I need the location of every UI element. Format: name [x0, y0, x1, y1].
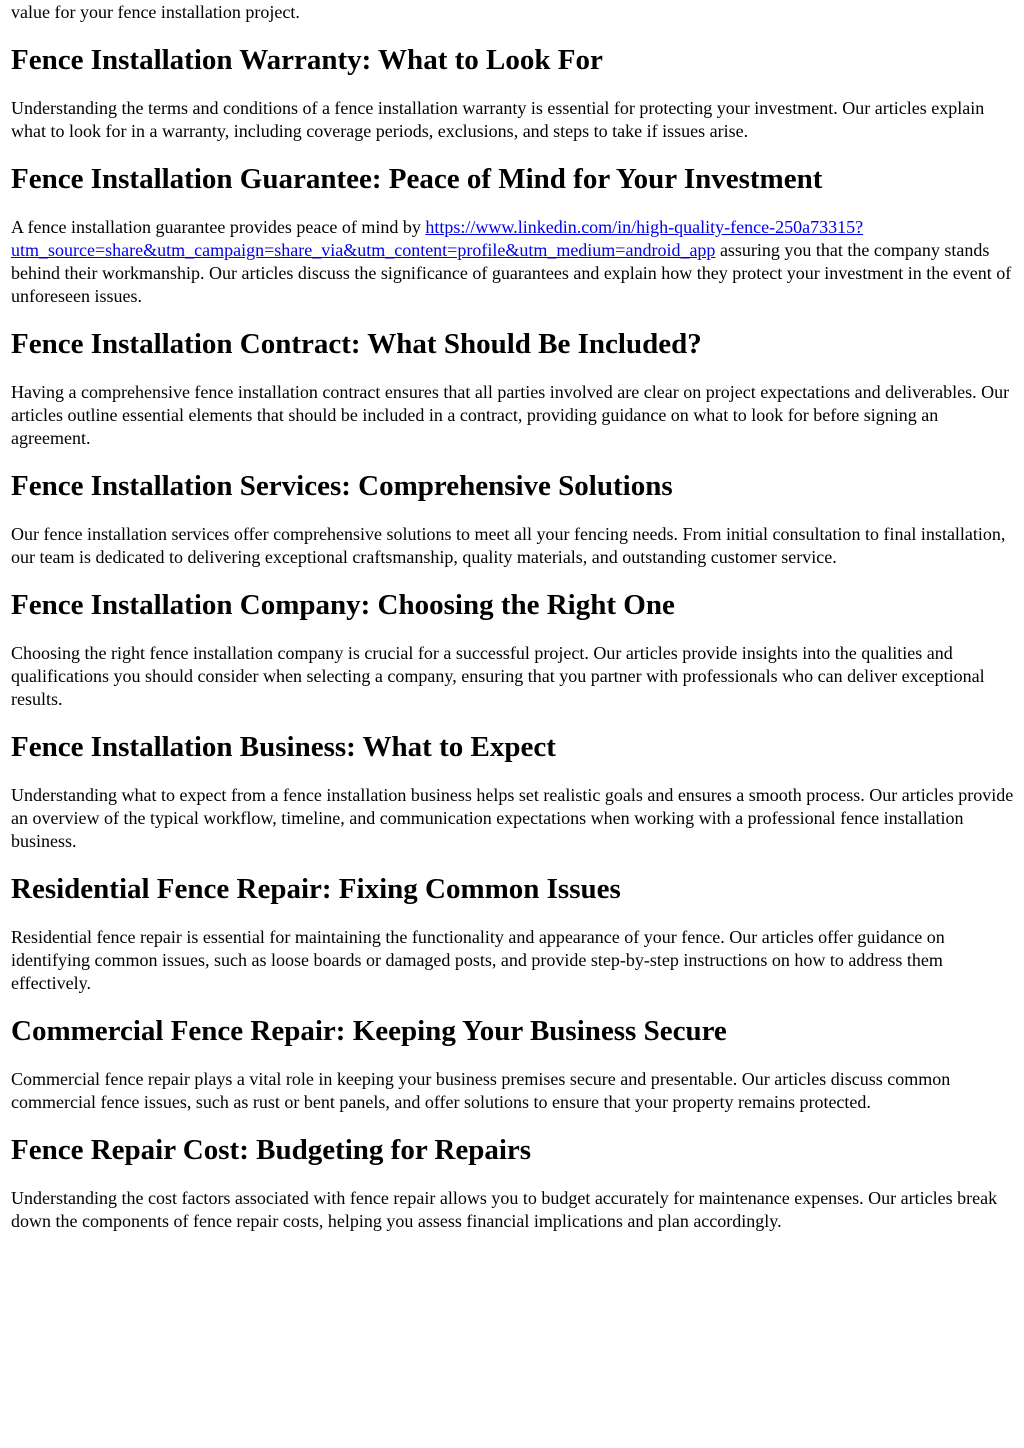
lead-paragraph: value for your fence installation project.	[11, 2, 300, 22]
section-body: Commercial fence repair plays a vital role in keeping your business premises secure and presentable. Our articles discuss common commercial fence issues, such as rust or bent panels, and offer solutions to ensure that your property remains protected.	[11, 1069, 951, 1112]
section-heading: Fence Installation Services: Comprehensive Solutions	[11, 470, 673, 502]
section-body: Our fence installation services offer comprehensive solutions to meet all your fencing needs. From initial consultation to final installation, our team is dedicated to delivering exceptional craftsmanship, quality materials, and outstanding customer service.	[11, 524, 1006, 567]
section-commercial-repair	[11, 1014, 1014, 1114]
section-warranty	[11, 43, 1014, 143]
section-heading: Fence Installation Company: Choosing the Right One	[11, 589, 675, 621]
section-services	[11, 469, 1014, 569]
link-text-line-2[interactable]: utm_source=share&utm_campaign=share_via&utm_content=profile&utm_medium=android_app	[11, 240, 716, 260]
section-body: Having a comprehensive fence installation contract ensures that all parties involved are clear on project expectations and deliverables. Our articles outline essential elements that should be included in a contract, providing guidance on what to look for before signing an agreement.	[11, 382, 1010, 448]
section-heading: Fence Installation Business: What to Expect	[11, 731, 556, 763]
section-heading: Commercial Fence Repair: Keeping Your Business Secure	[11, 1015, 727, 1047]
section-company	[11, 588, 1014, 711]
body-text-after-link: assuring you that the company stands behind their workmanship. Our articles discuss the significance of guarantees and explain how they protect your investment in the event of unforeseen issues.	[11, 240, 1012, 306]
section-body: Residential fence repair is essential for maintaining the functionality and appearance of your fence. Our articles offer guidance on identifying common issues, such as loose boards or damaged posts, and provide step-by-step instructions on how to address them effectively.	[11, 927, 945, 993]
section-heading: Fence Installation Warranty: What to Look For	[11, 44, 603, 76]
section-residential-repair	[11, 872, 1014, 995]
section-business	[11, 730, 1014, 853]
section-guarantee	[11, 162, 1014, 308]
link-text-line-1[interactable]: https://www.linkedin.com/in/high-quality-fence-250a73315?	[425, 217, 864, 237]
section-heading: Fence Installation Contract: What Should Be Included?	[11, 328, 702, 360]
section-contract	[11, 327, 1014, 450]
section-repair-cost	[11, 1133, 1014, 1233]
section-body: Understanding the cost factors associated with fence repair allows you to budget accurately for maintenance expenses. Our articles break down the components of fence repair costs, helping you assess financial implications and plan accordingly.	[11, 1188, 998, 1231]
section-heading: Fence Installation Guarantee: Peace of Mind for Your Investment	[11, 163, 823, 195]
section-body: Understanding what to expect from a fence installation business helps set realistic goals and ensures a smooth process. Our articles provide an overview of the typical workflow, timeline, and communication expectations when working with a professional fence installation business.	[11, 785, 1014, 851]
body-text-before-link: A fence installation guarantee provides peace of mind by	[11, 217, 426, 237]
section-body: Choosing the right fence installation company is crucial for a successful project. Our articles provide insights into the qualities and qualifications you should consider when selecting a company, ensuring that you partner with professionals who can deliver exceptional results.	[11, 643, 985, 709]
section-body	[11, 216, 1014, 308]
section-body: Understanding the terms and conditions of a fence installation warranty is essential for protecting your investment. Our articles explain what to look for in a warranty, including coverage periods, exclusions, and steps to take if issues arise.	[11, 98, 985, 141]
section-heading: Fence Repair Cost: Budgeting for Repairs	[11, 1134, 532, 1166]
section-heading: Residential Fence Repair: Fixing Common Issues	[11, 873, 621, 905]
